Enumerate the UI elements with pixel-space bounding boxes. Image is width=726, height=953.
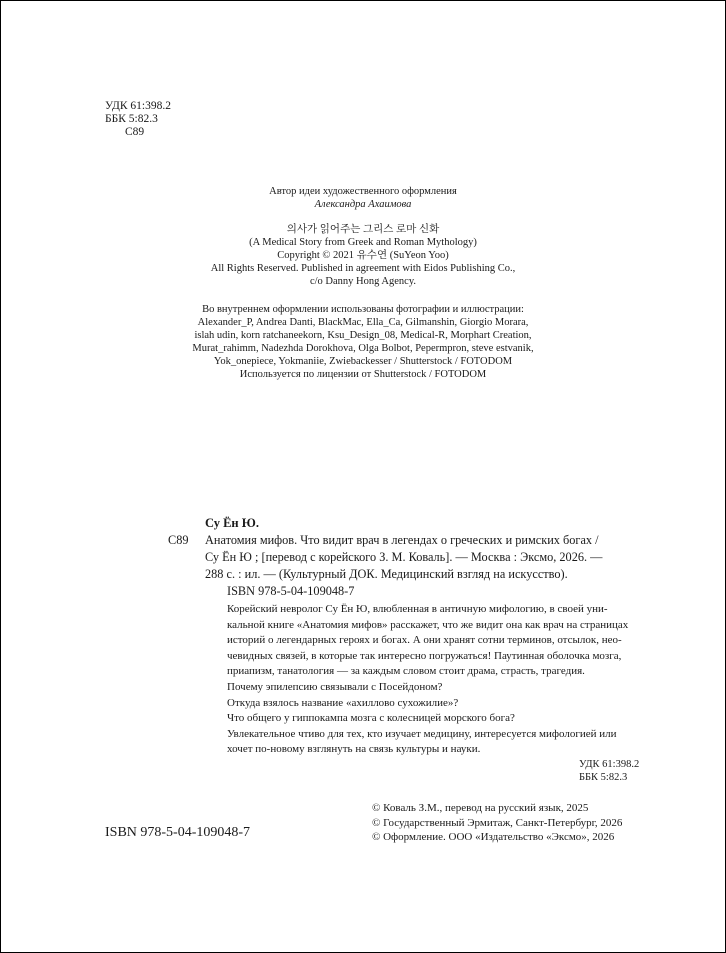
biblio-line: Анатомия мифов. Что видит врач в легендах о греческих и римских богах / <box>205 533 599 547</box>
rights-line-1: All Rights Reserved. Published in agreement with Eidos Publishing Co., <box>210 263 516 274</box>
question-line: Откуда взялось название «ахиллово сухожилие»? <box>227 696 459 709</box>
image-credits-block <box>1 303 725 382</box>
closing-line: хочет по-новому взглянуть на связь культуры и науки. <box>227 743 481 756</box>
art-director-name: Александра Ахаимова <box>314 199 412 210</box>
abstract-line: кальной книге «Анатомия мифов» расскажет, что же видит она как врач на страницах <box>227 618 629 631</box>
bibliographic-entry <box>168 515 651 758</box>
credit-line: Во внутреннем оформлении использованы фотографии и иллюстрации: <box>202 304 524 315</box>
credit-line: Murat_rahimm, Nadezhda Dorokhova, Olga Bolbot, Pepermpron, steve estvanik, <box>192 343 534 355</box>
author-mark-code: С89 <box>125 126 145 138</box>
credit-line: Alexander_P, Andrea Danti, BlackMac, Ella_Ca, Gilmanshin, Giorgio Morara, <box>197 317 529 329</box>
english-title: (A Medical Story from Greek and Roman Mythology) <box>249 237 477 248</box>
copyright-line: Copyright © 2021 유수연 (SuYeon Yoo) <box>277 250 449 261</box>
classification-codes-bottom <box>579 759 641 784</box>
entry-isbn: ISBN 978-5-04-109048-7 <box>227 584 355 598</box>
rights-line: © Государственный Эрмитаж, Санкт-Петербург, 2026 <box>372 816 623 829</box>
isbn-main: ISBN 978-5-04-109048-7 <box>105 825 251 840</box>
abstract-line: историй о легендарных героях и богах. А они хранят сотни терминов, отсылок, нео- <box>227 634 622 647</box>
question-line: Почему эпилепсию связывали с Посейдоном? <box>227 680 443 693</box>
question-line: Что общего у гиппокампа мозга с колесницей морского бога? <box>227 712 515 725</box>
biblio-description <box>168 532 651 583</box>
original-title: 의사가 읽어주는 그리스 로마 신화 <box>286 224 440 235</box>
credit-line: islah udin, korn ratchaneekorn, Ksu_Design_08, Medical-R, Morphart Creation, <box>194 330 532 342</box>
credit-line: Используется по лицензии от Shutterstock / FOTODOM <box>239 369 487 381</box>
credit-line: Yok_onepiece, Yokmaniie, Zwiebackesser / Shutterstock / FOTODOM <box>213 356 513 368</box>
entry-mark: С89 <box>168 533 189 547</box>
abstract-line: чевидных связей, в которые так интересно погружаться! Паутинная оболочка мозга, <box>227 649 622 662</box>
classification-codes-top <box>105 100 171 139</box>
art-direction-block <box>1 185 725 211</box>
abstract-line: Корейский невролог Су Ён Ю, влюбленная в античную мифологию, в своей уни- <box>227 603 608 615</box>
udk-code: УДК 61:398.2 <box>579 759 640 770</box>
udk-code: УДК 61:398.2 <box>105 100 171 112</box>
rights-block <box>372 801 622 845</box>
closing-line: Увлекательное чтиво для тех, кто изучает медицину, интересуется мифологией или <box>227 727 617 740</box>
art-direction-label: Автор идеи художественного оформления <box>269 186 457 197</box>
rights-line-2: c/o Danny Hong Agency. <box>309 276 417 287</box>
biblio-line: Су Ён Ю ; [перевод с корейского З. М. Коваль]. — Москва : Эксмо, 2026. — <box>205 550 603 564</box>
rights-line: © Коваль З.М., перевод на русский язык, 2025 <box>372 802 589 814</box>
entry-author: Су Ён Ю. <box>205 516 259 530</box>
bbk-code: ББК 5:82.3 <box>105 113 158 125</box>
copyright-block <box>1 223 725 288</box>
biblio-line: 288 с. : ил. — (Культурный ДОК. Медицинский взгляд на искусство). <box>205 567 568 581</box>
abstract-line: приапизм, танатология — за каждым словом стоит драма, страсть, трагедия. <box>227 665 585 678</box>
bbk-code: ББК 5:82.3 <box>579 771 628 783</box>
entry-abstract <box>181 602 651 758</box>
rights-line: © Оформление. ООО «Издательство «Эксмо», 2026 <box>372 831 615 843</box>
